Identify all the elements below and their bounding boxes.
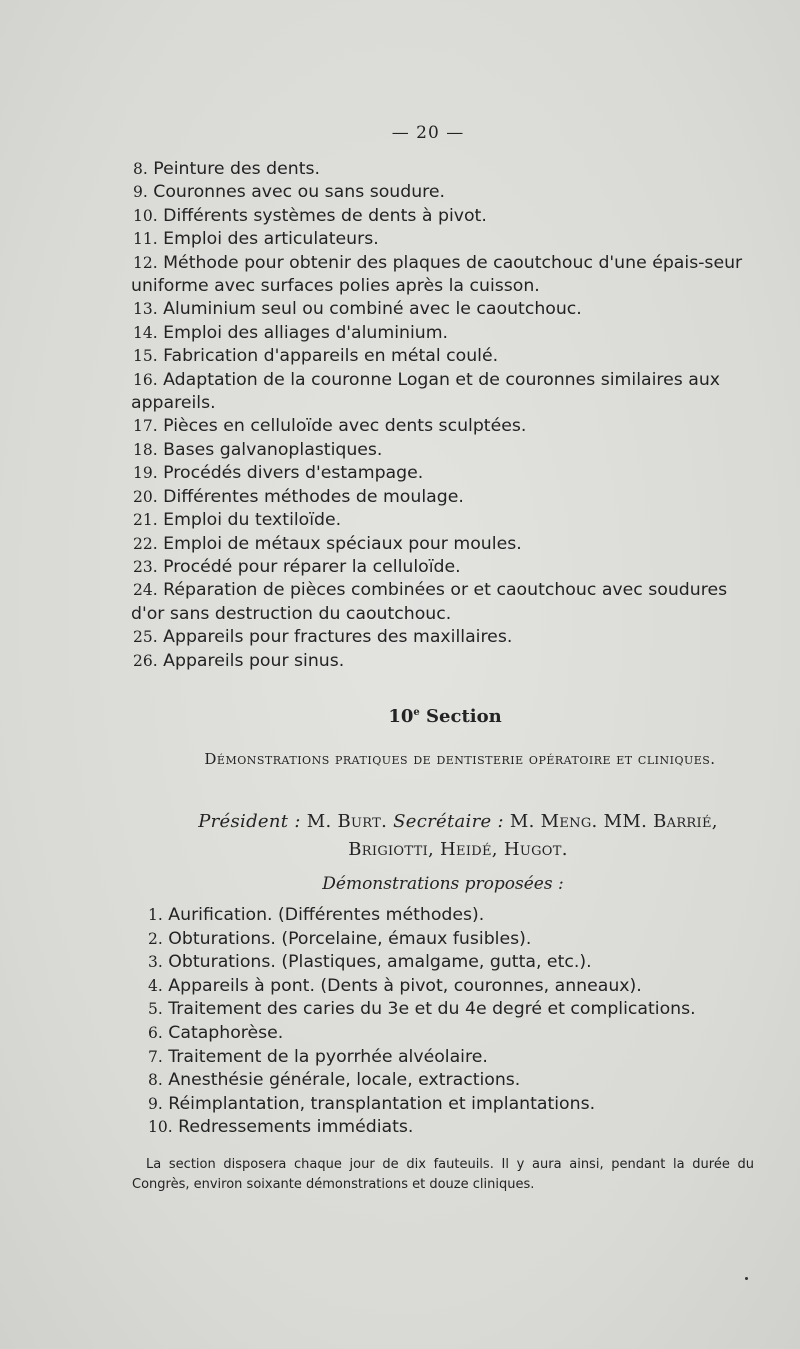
list-item-text: Obturations. (Porcelaine, émaux fusibles). (162, 928, 532, 949)
list-item-number: 22. (133, 534, 158, 553)
list-item (131, 533, 753, 556)
list-item-text: Aurification. (Différentes méthodes). (162, 905, 485, 925)
list-item (131, 650, 753, 673)
list-item-number: 9. (148, 1094, 163, 1113)
list-item (148, 1093, 748, 1117)
list-item-text: Cataphorèse. (162, 1022, 284, 1043)
list-item-text: Peinture des dents. (147, 159, 320, 179)
list-item-number: 23. (133, 557, 158, 576)
list-item (131, 252, 753, 299)
list-item-number: 15. (133, 347, 158, 366)
secretary-name: M. Meng. (509, 811, 598, 832)
list-item (148, 1046, 748, 1070)
list-item (131, 158, 753, 181)
list-item-number: 2. (148, 929, 163, 948)
list-item (131, 369, 753, 416)
list-item (131, 322, 753, 345)
secretary-label: Secrétaire : (393, 811, 504, 832)
list-item-text: Appareils à pont. (Dents à pivot, couronnes, anneaux). (162, 975, 642, 996)
list-item-text: Pièces en celluloïde avec dents sculptées. (157, 416, 527, 437)
list-item-text: Fabrication d'appareils en métal coulé. (157, 346, 499, 367)
list-item-text: Procédé pour réparer la celluloïde. (157, 556, 461, 577)
footnote: La section disposera chaque jour de dix fauteuils. Il y aura ainsi, pendant la durée du Congrès, environ soixante démonstrations et douze cliniques. (132, 1157, 754, 1192)
list-item (148, 951, 748, 975)
list-item-number: 4. (148, 976, 163, 995)
list-item-text: Appareils pour fractures des maxillaires. (157, 627, 513, 648)
list-item-text: Différentes méthodes de moulage. (157, 486, 464, 507)
list-item-number: 12. (133, 253, 158, 272)
list-item (148, 1069, 748, 1093)
list-item-number: 17. (133, 417, 158, 436)
members-names: MM. Barrié, Brigiotti, Heidé, Hugot. (348, 811, 718, 860)
list-item-number: 8. (148, 1071, 163, 1090)
list-item-number: 18. (133, 440, 158, 459)
list-item-text: Méthode pour obtenir des plaques de caoutchouc d'une épais-seur uniforme avec surfaces polies après la cuisson. (131, 252, 743, 297)
list-item (131, 486, 753, 509)
list-item-text: Obturations. (Plastiques, amalgame, gutta, etc.). (162, 952, 592, 973)
list-item (131, 228, 753, 251)
list-item-number: 26. (133, 651, 158, 670)
list-item (148, 1022, 748, 1046)
list-item (131, 626, 753, 649)
demonstrations-title: Démonstrations proposées : (322, 874, 564, 894)
list-item (148, 1116, 748, 1140)
list-item (131, 205, 753, 228)
list-item-text: Redressements immédiats. (172, 1117, 414, 1138)
list-item-number: 19. (133, 464, 158, 483)
list-item-text: Emploi de métaux spéciaux pour moules. (157, 533, 522, 554)
list-item (148, 928, 748, 952)
list-item-text: Anesthésie générale, locale, extractions. (162, 1070, 521, 1091)
section-title: Démonstrations pratiques de dentisterie opératoire et cliniques. (204, 750, 716, 768)
list-item-number: 9. (133, 183, 148, 202)
list-item-number: 13. (133, 300, 158, 319)
list-item-number: 1. (148, 906, 163, 924)
list-item-number: 14. (133, 323, 158, 342)
list-item-number: 3. (148, 953, 163, 972)
list-item (131, 345, 753, 368)
president-name: M. Burt. (306, 811, 388, 832)
list-item-text: Réparation de pièces combinées or et caoutchouc avec soudures d'or sans destruction du caoutchouc. (131, 580, 728, 624)
list-item-text: Traitement des caries du 3e et du 4e degré et complications. (162, 999, 696, 1020)
section-number-suffix: e (413, 707, 420, 718)
list-item-number: 8. (133, 160, 148, 178)
list-item-text: Bases galvanoplastiques. (157, 439, 383, 460)
list-item-number: 7. (148, 1047, 163, 1066)
list-item-text: Procédés divers d'estampage. (157, 463, 424, 484)
list-item (148, 904, 748, 928)
list-item-number: 11. (133, 230, 158, 249)
president-label: Président : (198, 811, 301, 832)
list-item (148, 975, 748, 999)
list-item-number: 21. (133, 511, 158, 530)
list-item-number: 20. (133, 487, 158, 506)
list-item-text: Traitement de la pyorrhée alvéolaire. (162, 1046, 488, 1067)
section-label: Section (426, 706, 502, 727)
list-item-number: 10. (148, 1118, 173, 1137)
section-number: 10 (388, 706, 414, 727)
list-item (131, 298, 753, 321)
list-item-number: 10. (133, 206, 158, 225)
list-item-text: Appareils pour sinus. (157, 650, 345, 671)
section-officers (158, 808, 758, 864)
list-item (131, 181, 753, 204)
list-item-number: 6. (148, 1023, 163, 1042)
list-item-number: 25. (133, 628, 158, 647)
list-item-text: Emploi du textiloïde. (157, 510, 342, 531)
list-item-text: Réimplantation, transplantation et implantations. (162, 1093, 596, 1114)
section-heading (0, 706, 800, 727)
list-item-text: Emploi des articulateurs. (157, 229, 379, 250)
list-item (131, 462, 753, 485)
paper-speck (745, 1277, 748, 1280)
list-item (131, 509, 753, 532)
list-item-text: Emploi des alliages d'aluminium. (157, 322, 449, 343)
list-item-number: 24. (133, 581, 158, 600)
list-item (148, 998, 748, 1022)
list-item (131, 556, 753, 579)
list-item (131, 415, 753, 438)
list-item-text: Adaptation de la couronne Logan et de couronnes similaires aux appareils. (131, 369, 721, 414)
demonstrations-list (148, 904, 748, 1140)
prosthesis-topic-list (131, 158, 753, 673)
list-item-text: Aluminium seul ou combiné avec le caoutchouc. (157, 299, 582, 320)
page-number: — 20 — (391, 123, 465, 143)
list-item-number: 16. (133, 370, 158, 389)
list-item-text: Différents systèmes de dents à pivot. (157, 205, 487, 226)
list-item (131, 439, 753, 462)
list-item (131, 579, 753, 626)
list-item-number: 5. (148, 1000, 163, 1019)
list-item-text: Couronnes avec ou sans soudure. (147, 182, 446, 203)
